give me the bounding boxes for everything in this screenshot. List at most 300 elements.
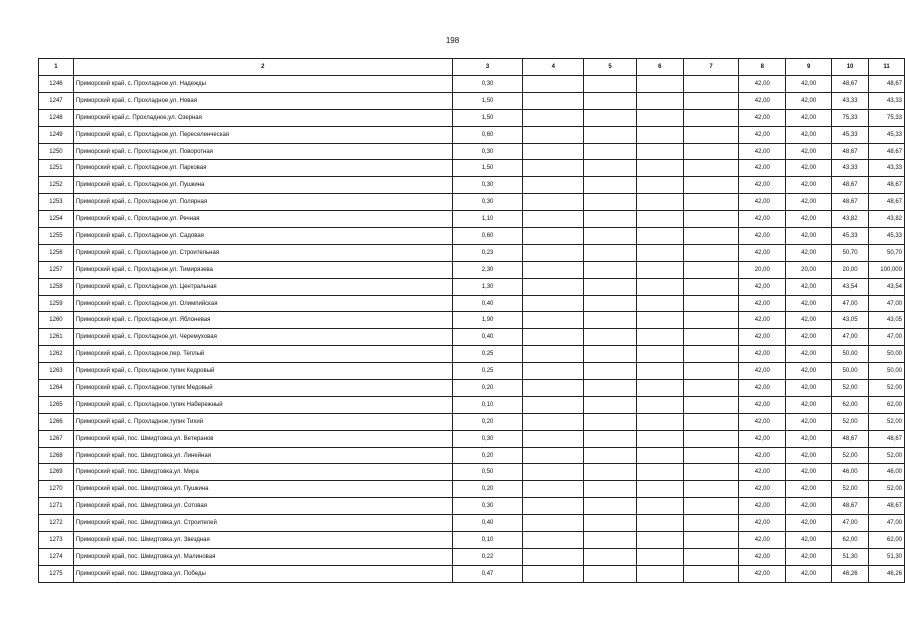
row-number-cell: 1264 <box>39 380 74 397</box>
column-10-cell: 48,67 <box>832 177 869 194</box>
column-10-cell: 43,33 <box>832 160 869 177</box>
column-3-cell: 0,40 <box>452 295 523 312</box>
column-4-cell <box>523 261 584 278</box>
column-5-cell <box>584 430 637 447</box>
column-7-cell <box>683 177 739 194</box>
column-3-cell: 0,30 <box>452 76 523 93</box>
column-5-cell <box>584 532 637 549</box>
column-5-cell <box>584 109 637 126</box>
column-9-cell: 42,00 <box>786 464 832 481</box>
column-8-cell: 42,00 <box>739 76 786 93</box>
address-cell: Приморский край, с. Прохладное,тупик Набережный <box>73 396 452 413</box>
column-4-cell <box>523 295 584 312</box>
column-9-cell: 42,00 <box>786 515 832 532</box>
row-number-cell: 1267 <box>39 430 74 447</box>
address-cell: Приморский край,с. Прохладное,ул. Озерная <box>73 109 452 126</box>
column-4-cell <box>523 548 584 565</box>
column-3-cell: 0,20 <box>452 413 523 430</box>
column-5-cell <box>584 92 637 109</box>
column-7-cell <box>683 143 739 160</box>
column-10-cell: 51,30 <box>832 548 869 565</box>
column-6-cell <box>636 548 683 565</box>
column-3-cell: 1,50 <box>452 92 523 109</box>
data-table <box>38 58 905 583</box>
column-7-cell <box>683 329 739 346</box>
column-10-cell: 45,33 <box>832 126 869 143</box>
column-9-cell: 42,00 <box>786 76 832 93</box>
row-number-cell: 1249 <box>39 126 74 143</box>
column-4-cell <box>523 126 584 143</box>
row-number-cell: 1268 <box>39 447 74 464</box>
column-7-cell <box>683 126 739 143</box>
column-11-cell: 43,33 <box>868 92 904 109</box>
column-9-cell: 42,00 <box>786 396 832 413</box>
column-9-cell: 42,00 <box>786 92 832 109</box>
column-10-cell: 43,05 <box>832 312 869 329</box>
column-6-cell <box>636 278 683 295</box>
column-4-cell <box>523 430 584 447</box>
address-cell: Приморский край, пос. Шмидтовка,ул. Звездная <box>73 532 452 549</box>
column-8-cell: 42,00 <box>739 532 786 549</box>
column-10-cell: 43,33 <box>832 92 869 109</box>
row-number-cell: 1273 <box>39 532 74 549</box>
address-cell: Приморский край, с. Прохладное,ул. Полярная <box>73 194 452 211</box>
row-number-cell: 1248 <box>39 109 74 126</box>
address-cell: Приморский край, с. Прохладное,ул. Центральная <box>73 278 452 295</box>
row-number-cell: 1271 <box>39 498 74 515</box>
column-5-cell <box>584 396 637 413</box>
column-9-cell: 42,00 <box>786 143 832 160</box>
column-11-cell: 47,00 <box>868 515 904 532</box>
column-7-cell <box>683 346 739 363</box>
row-number-cell: 1265 <box>39 396 74 413</box>
column-3-cell: 1,30 <box>452 278 523 295</box>
column-6-cell <box>636 515 683 532</box>
column-4-cell <box>523 143 584 160</box>
column-8-cell: 42,00 <box>739 515 786 532</box>
column-11-cell: 48,67 <box>868 430 904 447</box>
column-7-cell <box>683 261 739 278</box>
column-7-cell <box>683 548 739 565</box>
table-row <box>39 430 905 447</box>
address-cell: Приморский край, пос. Шмидтовка,ул. Победы <box>73 565 452 582</box>
column-5-cell <box>584 363 637 380</box>
column-6-cell <box>636 244 683 261</box>
row-number-cell: 1263 <box>39 363 74 380</box>
table-row <box>39 363 905 380</box>
column-3-cell: 0,30 <box>452 143 523 160</box>
column-6-cell <box>636 92 683 109</box>
address-cell: Приморский край, с. Прохладное,ул. Поворотная <box>73 143 452 160</box>
column-3-cell: 0,20 <box>452 447 523 464</box>
column-4-cell <box>523 396 584 413</box>
column-8-cell: 42,00 <box>739 346 786 363</box>
column-5-cell <box>584 515 637 532</box>
table-row <box>39 498 905 515</box>
column-9-cell: 42,00 <box>786 228 832 245</box>
column-3-cell: 1,90 <box>452 312 523 329</box>
column-3-cell: 0,47 <box>452 565 523 582</box>
column-8-cell: 42,00 <box>739 109 786 126</box>
column-9-cell: 42,00 <box>786 278 832 295</box>
column-6-cell <box>636 363 683 380</box>
column-9-cell: 42,00 <box>786 109 832 126</box>
row-number-cell: 1257 <box>39 261 74 278</box>
row-number-cell: 1251 <box>39 160 74 177</box>
row-number-cell: 1275 <box>39 565 74 582</box>
row-number-cell: 1269 <box>39 464 74 481</box>
address-cell: Приморский край, с. Прохладное,ул. Новая <box>73 92 452 109</box>
column-10-cell: 20,00 <box>832 261 869 278</box>
column-8-cell: 42,00 <box>739 211 786 228</box>
column-4-cell <box>523 532 584 549</box>
address-cell: Приморский край, пос. Шмидтовка,ул. Малиновая <box>73 548 452 565</box>
column-5-cell <box>584 211 637 228</box>
row-number-cell: 1262 <box>39 346 74 363</box>
column-8-cell: 42,00 <box>739 143 786 160</box>
column-5-cell <box>584 228 637 245</box>
column-8-cell: 42,00 <box>739 160 786 177</box>
column-3-cell: 2,30 <box>452 261 523 278</box>
column-3-cell: 0,20 <box>452 380 523 397</box>
column-11-cell: 45,33 <box>868 126 904 143</box>
table-row <box>39 244 905 261</box>
column-10-cell: 43,82 <box>832 211 869 228</box>
column-10-cell: 43,54 <box>832 278 869 295</box>
column-7-cell <box>683 380 739 397</box>
column-header: 1 <box>39 59 74 76</box>
row-number-cell: 1258 <box>39 278 74 295</box>
address-cell: Приморский край, с. Прохладное,ул. Черемуховая <box>73 329 452 346</box>
column-4-cell <box>523 194 584 211</box>
row-number-cell: 1259 <box>39 295 74 312</box>
column-8-cell: 42,00 <box>739 194 786 211</box>
column-4-cell <box>523 565 584 582</box>
row-number-cell: 1254 <box>39 211 74 228</box>
address-cell: Приморский край, с. Прохладное,тупик Медовый <box>73 380 452 397</box>
column-9-cell: 42,00 <box>786 380 832 397</box>
column-3-cell: 0,30 <box>452 498 523 515</box>
column-8-cell: 42,00 <box>739 413 786 430</box>
column-11-cell: 45,33 <box>868 228 904 245</box>
column-5-cell <box>584 481 637 498</box>
table-row <box>39 515 905 532</box>
column-7-cell <box>683 76 739 93</box>
table-row <box>39 194 905 211</box>
column-11-cell: 100,000 <box>868 261 904 278</box>
column-7-cell <box>683 396 739 413</box>
column-9-cell: 42,00 <box>786 194 832 211</box>
column-11-cell: 50,00 <box>868 346 904 363</box>
address-cell: Приморский край, пос. Шмидтовка,ул. Линейная <box>73 447 452 464</box>
column-9-cell: 42,00 <box>786 565 832 582</box>
column-10-cell: 62,00 <box>832 532 869 549</box>
column-4-cell <box>523 363 584 380</box>
column-11-cell: 62,00 <box>868 532 904 549</box>
table-row <box>39 312 905 329</box>
column-6-cell <box>636 295 683 312</box>
column-5-cell <box>584 312 637 329</box>
column-11-cell: 48,67 <box>868 143 904 160</box>
column-9-cell: 20,00 <box>786 261 832 278</box>
column-7-cell <box>683 295 739 312</box>
column-3-cell: 0,30 <box>452 177 523 194</box>
column-8-cell: 42,00 <box>739 363 786 380</box>
column-4-cell <box>523 211 584 228</box>
table-row <box>39 143 905 160</box>
column-6-cell <box>636 76 683 93</box>
table-row <box>39 447 905 464</box>
table-row <box>39 126 905 143</box>
column-4-cell <box>523 109 584 126</box>
column-6-cell <box>636 498 683 515</box>
table-row <box>39 396 905 413</box>
column-header: 4 <box>523 59 584 76</box>
column-4-cell <box>523 380 584 397</box>
column-5-cell <box>584 464 637 481</box>
column-11-cell: 43,33 <box>868 160 904 177</box>
column-9-cell: 42,00 <box>786 498 832 515</box>
address-cell: Приморский край, с. Прохладное,тупик Кедровый <box>73 363 452 380</box>
column-10-cell: 52,00 <box>832 447 869 464</box>
table-row <box>39 548 905 565</box>
column-7-cell <box>683 464 739 481</box>
column-3-cell: 0,60 <box>452 126 523 143</box>
column-10-cell: 62,00 <box>832 396 869 413</box>
address-cell: Приморский край, с. Прохладное,ул. Яблоневая <box>73 312 452 329</box>
column-4-cell <box>523 244 584 261</box>
column-9-cell: 42,00 <box>786 160 832 177</box>
column-7-cell <box>683 92 739 109</box>
column-3-cell: 0,20 <box>452 481 523 498</box>
column-9-cell: 42,00 <box>786 126 832 143</box>
column-header: 8 <box>739 59 786 76</box>
column-7-cell <box>683 481 739 498</box>
table-header-row <box>39 59 905 76</box>
row-number-cell: 1261 <box>39 329 74 346</box>
column-4-cell <box>523 177 584 194</box>
column-7-cell <box>683 228 739 245</box>
table-row <box>39 211 905 228</box>
column-3-cell: 0,30 <box>452 194 523 211</box>
address-cell: Приморский край, пос. Шмидтовка,ул. Строителей <box>73 515 452 532</box>
column-8-cell: 42,00 <box>739 295 786 312</box>
address-cell: Приморский край, с. Прохладное,ул. Переселенческая <box>73 126 452 143</box>
column-10-cell: 50,70 <box>832 244 869 261</box>
column-7-cell <box>683 278 739 295</box>
column-10-cell: 48,67 <box>832 498 869 515</box>
row-number-cell: 1260 <box>39 312 74 329</box>
address-cell: Приморский край, пос. Шмидтовка,ул. Ветеранов <box>73 430 452 447</box>
column-11-cell: 48,67 <box>868 177 904 194</box>
column-5-cell <box>584 498 637 515</box>
address-cell: Приморский край, с. Прохладное,ул. Строительная <box>73 244 452 261</box>
column-8-cell: 42,00 <box>739 565 786 582</box>
column-5-cell <box>584 244 637 261</box>
column-10-cell: 52,00 <box>832 413 869 430</box>
column-4-cell <box>523 498 584 515</box>
table-row <box>39 413 905 430</box>
column-10-cell: 48,67 <box>832 194 869 211</box>
table-row <box>39 109 905 126</box>
column-9-cell: 42,00 <box>786 481 832 498</box>
column-9-cell: 42,00 <box>786 211 832 228</box>
column-9-cell: 42,00 <box>786 548 832 565</box>
column-4-cell <box>523 346 584 363</box>
column-header: 9 <box>786 59 832 76</box>
column-5-cell <box>584 295 637 312</box>
column-7-cell <box>683 498 739 515</box>
address-cell: Приморский край, с. Прохладное,ул. Тимирязева <box>73 261 452 278</box>
column-8-cell: 42,00 <box>739 430 786 447</box>
column-5-cell <box>584 126 637 143</box>
address-cell: Приморский край, с. Прохладное,ул. Речная <box>73 211 452 228</box>
address-cell: Приморский край, пос. Шмидтовка,ул. Сотовая <box>73 498 452 515</box>
column-3-cell: 1,50 <box>452 160 523 177</box>
column-3-cell: 0,23 <box>452 244 523 261</box>
column-9-cell: 42,00 <box>786 244 832 261</box>
column-5-cell <box>584 143 637 160</box>
row-number-cell: 1255 <box>39 228 74 245</box>
column-6-cell <box>636 464 683 481</box>
column-6-cell <box>636 447 683 464</box>
column-10-cell: 50,00 <box>832 346 869 363</box>
column-7-cell <box>683 109 739 126</box>
column-8-cell: 42,00 <box>739 447 786 464</box>
row-number-cell: 1253 <box>39 194 74 211</box>
column-7-cell <box>683 363 739 380</box>
column-4-cell <box>523 515 584 532</box>
column-header: 2 <box>73 59 452 76</box>
column-11-cell: 52,00 <box>868 481 904 498</box>
address-cell: Приморский край, пос. Шмидтовка,ул. Мира <box>73 464 452 481</box>
column-7-cell <box>683 515 739 532</box>
column-7-cell <box>683 413 739 430</box>
column-8-cell: 42,00 <box>739 380 786 397</box>
column-6-cell <box>636 160 683 177</box>
column-5-cell <box>584 278 637 295</box>
column-3-cell: 0,30 <box>452 430 523 447</box>
table-row <box>39 228 905 245</box>
column-3-cell: 1,10 <box>452 211 523 228</box>
column-8-cell: 42,00 <box>739 92 786 109</box>
column-6-cell <box>636 126 683 143</box>
column-5-cell <box>584 413 637 430</box>
column-4-cell <box>523 481 584 498</box>
column-4-cell <box>523 92 584 109</box>
column-11-cell: 52,00 <box>868 413 904 430</box>
column-header: 5 <box>584 59 637 76</box>
column-5-cell <box>584 160 637 177</box>
address-cell: Приморский край, с. Прохладное,ул. Парковая <box>73 160 452 177</box>
column-10-cell: 48,67 <box>832 430 869 447</box>
table-row <box>39 346 905 363</box>
address-cell: Приморский край, с. Прохладное,ул. Надежды <box>73 76 452 93</box>
column-5-cell <box>584 346 637 363</box>
column-11-cell: 62,00 <box>868 396 904 413</box>
column-9-cell: 42,00 <box>786 177 832 194</box>
column-6-cell <box>636 413 683 430</box>
column-6-cell <box>636 228 683 245</box>
table-row <box>39 92 905 109</box>
column-8-cell: 42,00 <box>739 464 786 481</box>
column-5-cell <box>584 76 637 93</box>
column-7-cell <box>683 211 739 228</box>
column-11-cell: 48,67 <box>868 194 904 211</box>
table-body <box>39 76 905 583</box>
column-10-cell: 52,00 <box>832 481 869 498</box>
column-11-cell: 52,00 <box>868 447 904 464</box>
column-10-cell: 50,00 <box>832 363 869 380</box>
column-7-cell <box>683 312 739 329</box>
column-11-cell: 47,00 <box>868 295 904 312</box>
column-8-cell: 42,00 <box>739 126 786 143</box>
column-6-cell <box>636 396 683 413</box>
column-11-cell: 50,00 <box>868 363 904 380</box>
column-10-cell: 52,00 <box>832 380 869 397</box>
column-4-cell <box>523 278 584 295</box>
column-7-cell <box>683 160 739 177</box>
address-cell: Приморский край, пос. Шмидтовка,ул. Пушкина <box>73 481 452 498</box>
column-4-cell <box>523 413 584 430</box>
table-row <box>39 160 905 177</box>
column-8-cell: 42,00 <box>739 244 786 261</box>
table-row <box>39 481 905 498</box>
column-11-cell: 43,54 <box>868 278 904 295</box>
column-7-cell <box>683 430 739 447</box>
row-number-cell: 1266 <box>39 413 74 430</box>
column-11-cell: 75,33 <box>868 109 904 126</box>
column-3-cell: 1,50 <box>452 109 523 126</box>
column-6-cell <box>636 261 683 278</box>
column-9-cell: 42,00 <box>786 447 832 464</box>
column-10-cell: 45,33 <box>832 228 869 245</box>
column-6-cell <box>636 143 683 160</box>
column-3-cell: 0,60 <box>452 228 523 245</box>
column-6-cell <box>636 211 683 228</box>
column-8-cell: 42,00 <box>739 498 786 515</box>
column-header: 6 <box>636 59 683 76</box>
column-6-cell <box>636 177 683 194</box>
column-9-cell: 42,00 <box>786 329 832 346</box>
column-10-cell: 46,00 <box>832 464 869 481</box>
column-10-cell: 46,26 <box>832 565 869 582</box>
column-5-cell <box>584 177 637 194</box>
column-6-cell <box>636 312 683 329</box>
row-number-cell: 1247 <box>39 92 74 109</box>
column-10-cell: 47,00 <box>832 329 869 346</box>
column-7-cell <box>683 194 739 211</box>
column-9-cell: 42,00 <box>786 346 832 363</box>
column-9-cell: 42,00 <box>786 413 832 430</box>
column-3-cell: 0,22 <box>452 548 523 565</box>
column-6-cell <box>636 329 683 346</box>
column-5-cell <box>584 194 637 211</box>
column-4-cell <box>523 160 584 177</box>
table-row <box>39 261 905 278</box>
table-row <box>39 464 905 481</box>
column-4-cell <box>523 464 584 481</box>
column-11-cell: 52,00 <box>868 380 904 397</box>
address-cell: Приморский край, с. Прохладное,ул. Олимпийская <box>73 295 452 312</box>
column-11-cell: 47,00 <box>868 329 904 346</box>
column-3-cell: 0,50 <box>452 464 523 481</box>
column-header: 7 <box>683 59 739 76</box>
row-number-cell: 1272 <box>39 515 74 532</box>
column-9-cell: 42,00 <box>786 312 832 329</box>
column-header: 10 <box>832 59 869 76</box>
address-cell: Приморский край, с. Прохладное,ул. Садовая <box>73 228 452 245</box>
